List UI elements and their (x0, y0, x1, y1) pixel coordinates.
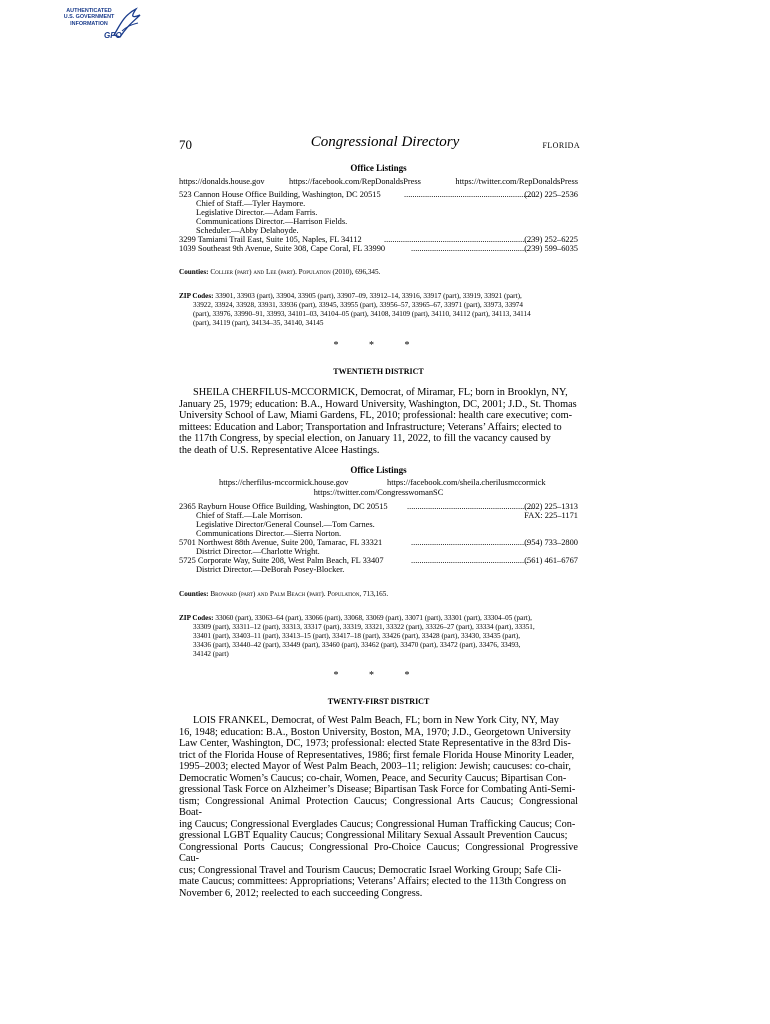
bio-line: cus; Congressional Travel and Tourism Caucus; Democratic Israel Working Group; Safe Cli- (179, 864, 562, 876)
bio-line: 16, 1948; education: B.A., Boston University, Boston, MA, 1970; J.D., Georgetown University (179, 726, 571, 738)
bio-line: gressional LGBT Equality Caucus; Congressional Military Sexual Assault Prevention Caucus; (179, 830, 568, 841)
office-phone: (202) 225–1313 (524, 502, 578, 511)
bio-line: mittees: Education and Labor; Transportation and Infrastructure; Veterans’ Affairs; elected to (179, 421, 562, 433)
gpo-authenticated-logo (58, 5, 148, 47)
logo-line: AUTHENTICATED (66, 8, 112, 14)
staff-entry: Communications Director.—Sierra Norton. (196, 529, 342, 538)
counties-line (179, 268, 578, 277)
zip-line: (part), 34119 (part), 34134–35, 34140, 34145 (193, 319, 324, 327)
bio-line: mate Caucus; committees: Appropriations; Veterans’ Affairs; elected to the 113th Congress on (179, 876, 567, 887)
district-heading: TWENTIETH DISTRICT (333, 367, 424, 376)
leader-dots: ........................................................ (411, 556, 529, 565)
office-address: 2365 Rayburn House Office Building, Washington, DC 20515 (179, 502, 388, 511)
counties-label: Counties: (179, 268, 209, 276)
office-phone: (239) 599–6035 (524, 244, 578, 253)
logo-line: INFORMATION (70, 20, 108, 27)
bio-line: Democratic Women’s Caucus; co-chair, Women, Peace, and Security Caucus; Bipartisan Con- (179, 772, 567, 784)
bio-line: ing Caucus; Congressional Everglades Caucus; Congressional Human Trafficking Caucus; Con- (179, 818, 576, 830)
district-heading: TWENTY-FIRST DISTRICT (327, 697, 430, 706)
zip-line: 33436 (part), 33440–42 (part), 33449 (part), 33460 (part), 33462 (part), 33470 (part), 33472 (part), 33476, 33493, (193, 641, 521, 649)
bio-line: the 117th Congress, by special election, on January 11, 2022, to fill the vacancy caused by (179, 433, 551, 444)
zip-codes (179, 614, 578, 659)
bio-line: tism; Congressional Animal Protection Caucus; Congressional Arts Caucus; Congressional Boat- (179, 795, 578, 818)
twitter-link[interactable]: https://twitter.com/RepDonaldsPress (455, 177, 578, 186)
facebook-link[interactable]: https://facebook.com/sheila.cherilusmccormick (387, 478, 546, 487)
zip-codes (179, 292, 578, 328)
leader-dots: ............................................................... (404, 190, 536, 199)
office-listings-heading: Office Listings (350, 465, 407, 475)
leader-dots: ........................................................ (411, 538, 529, 547)
office-listings-heading: Office Listings (350, 163, 407, 173)
office-address: 1039 Southeast 9th Avenue, Suite 308, Cape Coral, FL 33990 (179, 244, 386, 253)
web-links (179, 478, 578, 500)
bio-line: SHEILA CHERFILUS-MCCORMICK, Democrat, of Miramar, FL; born in Brooklyn, NY, (193, 387, 568, 398)
staff-entry: Scheduler.—Abby Delahoyde. (196, 226, 299, 235)
office-fax: FAX: 225–1171 (524, 511, 578, 520)
counties-text: Collier (part) and Lee (part). Population (2010), 696,345. (210, 268, 381, 276)
web-links (179, 177, 578, 188)
staff-entry: Legislative Director.—Adam Farris. (196, 208, 318, 217)
bio-line: Law Center, Washington, DC, 1973; professional: elected State Representative in the 83rd Dis- (179, 738, 571, 749)
office-address: 5725 Corporate Way, Suite 208, West Palm Beach, FL 33407 (179, 556, 384, 565)
staff-entry: District Director.—Charlotte Wright. (196, 547, 320, 556)
zip-line: 33401 (part), 33403–11 (part), 33413–15 (part), 33417–18 (part), 33426 (part), 33428 (part), 33430, 33435 (part), (193, 632, 521, 640)
bio-line: November 6, 2012; reelected to each succeeding Congress. (179, 887, 423, 899)
staff-entry: Communications Director.—Harrison Fields. (196, 217, 348, 226)
office-address: 5701 Northwest 88th Avenue, Suite 200, Tamarac, FL 33321 (179, 538, 383, 547)
zip-text: 33060 (part), 33063–64 (part), 33066 (part), 33068, 33069 (part), 33071 (part), 33301 (part), 33304–05 (part), (215, 614, 532, 622)
staff-entry: Legislative Director/General Counsel.—Tom Carnes. (196, 520, 375, 529)
staff-entry: Chief of Staff.—Tyler Haymore. (196, 199, 306, 208)
zip-line: 33922, 33924, 33928, 33931, 33936 (part), 33945, 33955 (part), 33956–57, 33965–67, 33971 (part), 33973, 33974 (193, 301, 523, 309)
staff-entry: District Director.—DeBorah Posey-Blocker. (196, 565, 345, 574)
section-separator: * * * (333, 670, 424, 681)
bio-line: LOIS FRANKEL, Democrat, of West Palm Beach, FL; born in New York City, NY, May (193, 715, 559, 726)
staff-entry: Chief of Staff.—Lale Morrison. (196, 511, 303, 520)
zip-label: ZIP Codes: (179, 292, 214, 300)
bio-line: January 25, 1979; education: B.A., Howard University, Washington, DC, 2001; J.D., St. Thomas (179, 398, 577, 410)
zip-line (179, 614, 578, 623)
counties-text: Broward (part) and Palm Beach (part). Population, 713,165. (210, 590, 389, 598)
office-address: 3299 Tamiami Trail East, Suite 105, Naples, FL 34112 (179, 235, 362, 244)
zip-line: (part), 33976, 33990–91, 33993, 34101–03, 34104–05 (part), 34108, 34109 (part), 34110, 34112 (part), 34113, 34114 (193, 310, 531, 318)
office-list (179, 190, 578, 260)
gpo-mark: GPO (104, 31, 122, 40)
counties-label: Counties: (179, 590, 209, 598)
website-link[interactable]: https://cherfilus-mccormick.house.gov (219, 478, 349, 487)
bio-line: Congressional Ports Caucus; Congressional Pro-Choice Caucus; Congressional Progressive Cau- (179, 841, 578, 864)
bio-line: trict of the Florida House of Representatives, 1986; first female Florida House Minority Leader, (179, 749, 575, 761)
office-address: 523 Cannon House Office Building, Washington, DC 20515 (179, 190, 381, 199)
leader-dots: ........................................................ (411, 244, 529, 253)
member-bio (179, 715, 578, 899)
zip-text: 33901, 33903 (part), 33904, 33905 (part), 33907–09, 33912–14, 33916, 33917 (part), 33919, 33921 (part), (215, 292, 522, 300)
bio-line: gressional Task Force on Alzheimer’s Disease; Bipartisan Task Force for Combating Anti-Semi- (179, 784, 576, 795)
logo-line: U.S. GOVERNMENT (63, 14, 115, 21)
leader-dots: ............................................................. (407, 502, 535, 511)
zip-line: 33309 (part), 33311–12 (part), 33313, 33317 (part), 33319, 33321, 33322 (part), 33326–27 (part), 33334 (part), 33351, (193, 623, 535, 631)
leader-dots: ....................................................................... (384, 235, 533, 244)
section-separator: * * * (333, 340, 424, 351)
counties-line (179, 590, 578, 599)
state-label: FLORIDA (542, 141, 580, 150)
zip-line: 34142 (part) (193, 650, 229, 658)
facebook-link[interactable]: https://facebook.com/RepDonaldsPress (289, 177, 421, 186)
office-phone: (954) 733–2800 (524, 538, 578, 547)
running-title: Congressional Directory (310, 134, 460, 150)
office-phone: (202) 225–2536 (524, 190, 578, 199)
website-link[interactable]: https://donalds.house.gov (179, 177, 265, 186)
twitter-link[interactable]: https://twitter.com/CongresswomanSC (313, 488, 444, 497)
office-list (179, 502, 578, 578)
office-phone: (561) 461–6767 (524, 556, 578, 565)
bio-line: University School of Law, Miami Gardens, FL, 2010; professional: health care executive; com- (179, 410, 573, 421)
bio-line: the death of U.S. Representative Alcee Hastings. (179, 444, 380, 456)
page-number: 70 (179, 137, 192, 152)
office-phone: (239) 252–6225 (524, 235, 578, 244)
zip-label: ZIP Codes: (179, 614, 214, 622)
bio-line: 1995–2003; elected Mayor of West Palm Beach, 2003–11; religion: Jewish; caucuses: co-chair, (179, 761, 571, 772)
zip-line (179, 292, 578, 301)
member-bio (179, 387, 578, 456)
